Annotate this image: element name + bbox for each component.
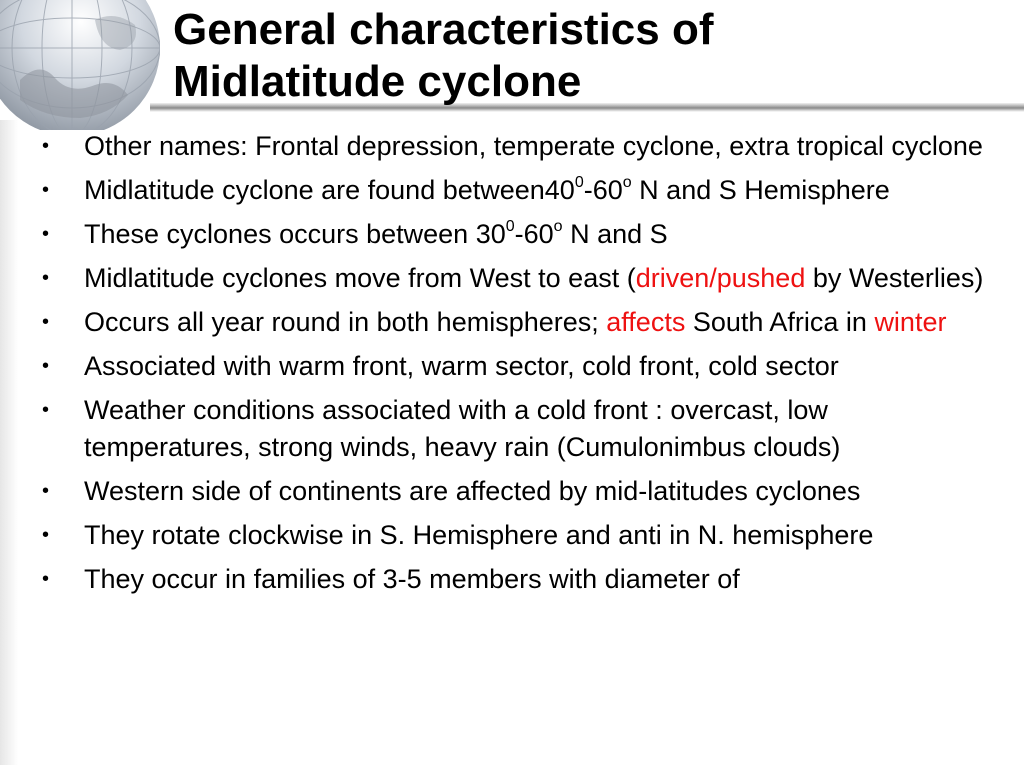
bullet-item: • They occur in families of 3-5 members with diameter of bbox=[40, 561, 1000, 598]
bullet-list bbox=[40, 128, 1000, 605]
bullet-dot-icon: • bbox=[42, 311, 50, 333]
bullet-dot-icon: • bbox=[42, 480, 50, 502]
bullet-item: • They rotate clockwise in S. Hemisphere and anti in N. hemisphere bbox=[40, 517, 1000, 554]
bullet-dot-icon: • bbox=[42, 524, 50, 546]
slide-title-line-2: Midlatitude cyclone bbox=[173, 57, 582, 106]
bullet-item: • Western side of continents are affected by mid-latitudes cyclones bbox=[40, 473, 1000, 510]
bullet-item: • Occurs all year round in both hemispheres; affects South Africa in winter bbox=[40, 304, 1000, 341]
bullet-dot-icon: • bbox=[42, 355, 50, 377]
bullet-item: • Weather conditions associated with a cold front : overcast, low temperatures, strong winds, heavy rain (Cumulonimbus clouds) bbox=[40, 392, 1000, 466]
bullet-dot-icon: • bbox=[42, 267, 50, 289]
bullet-item: • Other names: Frontal depression, temperate cyclone, extra tropical cyclone bbox=[40, 128, 1000, 165]
bullet-item: • These cyclones occurs between $30^0-60^o$ N and S bbox=[40, 216, 1000, 253]
bullet-item: • Associated with warm front, warm sector, cold front, cold sector bbox=[40, 348, 1000, 385]
bullet-dot-icon: • bbox=[42, 179, 50, 201]
bullet-item: • Midlatitude cyclone are found $between40^0-60^o$ N and S Hemisphere bbox=[40, 172, 1000, 209]
bullet-dot-icon: • bbox=[42, 568, 50, 590]
slide-title-line-1: General characteristics of bbox=[173, 5, 714, 54]
bullet-dot-icon: • bbox=[42, 223, 50, 245]
left-decorative-band bbox=[0, 120, 18, 765]
bullet-dot-icon: • bbox=[42, 399, 50, 421]
bullet-item: • Midlatitude cyclones move from West to east (driven/pushed by Westerlies) bbox=[40, 260, 1000, 297]
bullet-dot-icon: • bbox=[42, 135, 50, 157]
highlight-text: affects bbox=[606, 307, 686, 337]
highlight-text: driven/pushed bbox=[635, 263, 806, 293]
highlight-text: winter bbox=[874, 307, 947, 337]
globe-icon bbox=[0, 0, 160, 130]
slide-title bbox=[173, 4, 713, 108]
